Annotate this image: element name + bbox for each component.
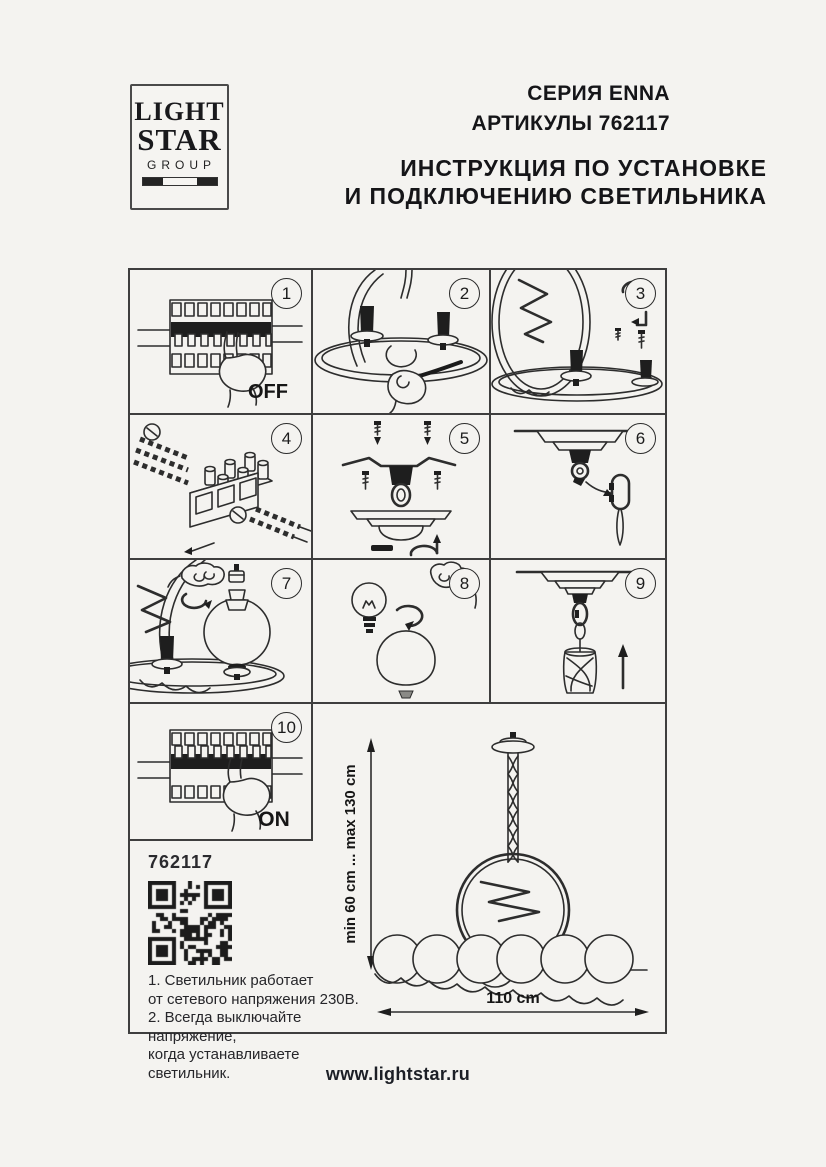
step-panel-5 — [313, 415, 489, 558]
logo-word-star: STAR — [137, 122, 222, 157]
series-title: СЕРИЯ ENNA — [527, 82, 670, 105]
article-number: 762117 — [148, 852, 214, 872]
step-panel-10 — [130, 704, 311, 839]
page-title-line2: И ПОДКЛЮЧЕНИЮ СВЕТИЛЬНИКА — [344, 183, 767, 209]
series-block — [472, 79, 670, 139]
note-line: от сетевого напряжения 230В. — [148, 990, 359, 1008]
step-number-badge: 7 — [271, 568, 302, 599]
off-label: OFF — [248, 381, 288, 403]
step-number-badge: 2 — [449, 278, 480, 309]
product-info — [148, 852, 378, 1083]
step-number-badge: 6 — [625, 423, 656, 454]
note-line: когда устанавливаете светильник. — [148, 1046, 300, 1082]
step-number-badge: 10 — [271, 712, 302, 743]
article-title: АРТИКУЛЫ 762117 — [471, 112, 670, 135]
step-number-badge: 1 — [271, 278, 302, 309]
footer-url: www.lightstar.ru — [325, 1064, 471, 1084]
step-panel-9 — [491, 560, 665, 702]
qr-code-icon — [148, 881, 232, 965]
step-number-badge: 4 — [271, 423, 302, 454]
step-number-badge: 9 — [625, 568, 656, 599]
note-line: 2. Всегда выключайте напряжение, — [148, 1009, 302, 1045]
logo-bar — [142, 177, 218, 186]
step-panel-7 — [130, 560, 311, 702]
step-panel-4 — [130, 415, 311, 558]
step-panel-2 — [313, 270, 489, 413]
step-panel-1 — [130, 270, 311, 413]
width-dimension-label: 110 cm — [486, 990, 540, 1007]
step10-bottom-border — [130, 839, 313, 841]
page-title — [345, 154, 767, 210]
on-label: ON — [258, 808, 290, 831]
step-panel-3 — [491, 270, 665, 413]
step-number-badge: 5 — [449, 423, 480, 454]
step-panel-8 — [313, 560, 489, 702]
step-number-badge: 3 — [625, 278, 656, 309]
page-title-line1: ИНСТРУКЦИЯ ПО УСТАНОВКЕ — [400, 155, 767, 181]
lightstar-logo — [130, 84, 229, 210]
note-line: 1. Светильник работает — [148, 972, 314, 989]
step-number-badge: 8 — [449, 568, 480, 599]
logo-word-light: LIGHT — [134, 97, 225, 126]
logo-word-group: GROUP — [146, 158, 216, 172]
height-dimension-label: min 60 cm ... max 130 cm — [342, 764, 359, 944]
step-panel-6 — [491, 415, 665, 558]
